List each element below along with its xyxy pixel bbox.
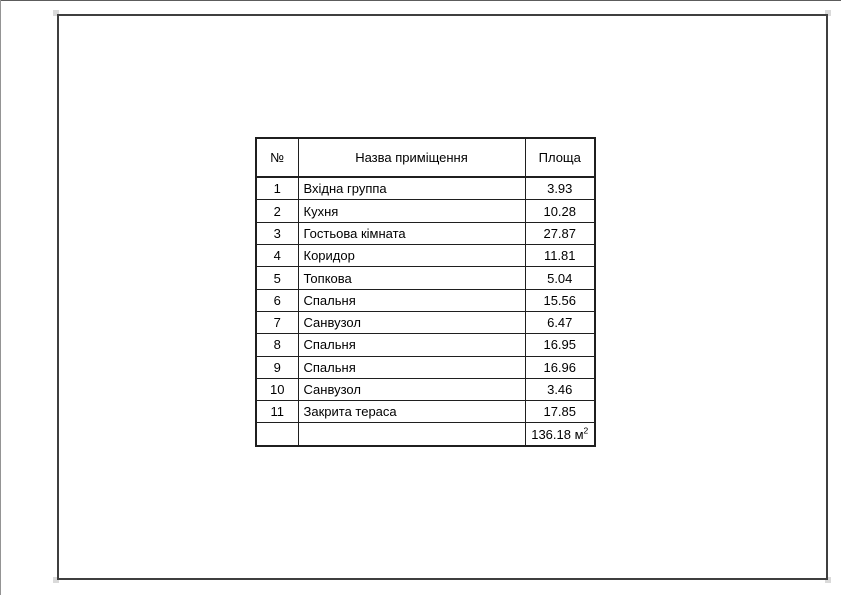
room-area-cell: 3.46 bbox=[525, 378, 595, 400]
total-row bbox=[256, 423, 595, 446]
top-edge-line bbox=[0, 0, 841, 1]
empty-cell bbox=[256, 423, 298, 446]
header-room-name: Назва приміщення bbox=[298, 138, 525, 177]
room-areas-table bbox=[255, 137, 596, 447]
room-name-cell: Спальня bbox=[298, 289, 525, 311]
total-area-value: 136.18 м bbox=[531, 426, 584, 442]
room-name-cell: Вхідна группа bbox=[298, 177, 525, 200]
table-row bbox=[256, 401, 595, 423]
room-name-cell: Гостьова кімната bbox=[298, 222, 525, 244]
room-area-cell: 11.81 bbox=[525, 245, 595, 267]
room-name-cell: Коридор bbox=[298, 245, 525, 267]
room-area-cell: 27.87 bbox=[525, 222, 595, 244]
header-area: Площа bbox=[525, 138, 595, 177]
room-area-cell: 16.95 bbox=[525, 334, 595, 356]
empty-cell bbox=[298, 423, 525, 446]
room-number-cell: 2 bbox=[256, 200, 298, 222]
room-area-cell: 6.47 bbox=[525, 311, 595, 333]
room-number-cell: 8 bbox=[256, 334, 298, 356]
room-name-cell: Закрита тераса bbox=[298, 401, 525, 423]
room-name-cell: Спальня bbox=[298, 334, 525, 356]
room-area-cell: 10.28 bbox=[525, 200, 595, 222]
room-area-cell: 3.93 bbox=[525, 177, 595, 200]
room-name-cell: Санвузол bbox=[298, 311, 525, 333]
left-edge-line bbox=[0, 0, 1, 595]
room-number-cell: 4 bbox=[256, 245, 298, 267]
table-row bbox=[256, 356, 595, 378]
room-number-cell: 5 bbox=[256, 267, 298, 289]
room-number-cell: 9 bbox=[256, 356, 298, 378]
table-row bbox=[256, 245, 595, 267]
table-row bbox=[256, 378, 595, 400]
room-number-cell: 1 bbox=[256, 177, 298, 200]
table-row bbox=[256, 200, 595, 222]
table-row bbox=[256, 267, 595, 289]
table-row bbox=[256, 177, 595, 200]
room-area-cell: 5.04 bbox=[525, 267, 595, 289]
total-area-cell bbox=[525, 423, 595, 446]
room-area-cell: 17.85 bbox=[525, 401, 595, 423]
room-number-cell: 7 bbox=[256, 311, 298, 333]
header-number: № bbox=[256, 138, 298, 177]
room-area-cell: 16.96 bbox=[525, 356, 595, 378]
room-number-cell: 6 bbox=[256, 289, 298, 311]
table-row bbox=[256, 222, 595, 244]
header-row bbox=[256, 138, 595, 177]
room-number-cell: 3 bbox=[256, 222, 298, 244]
total-area-superscript: 2 bbox=[583, 425, 589, 436]
room-name-cell: Кухня bbox=[298, 200, 525, 222]
room-area-cell: 15.56 bbox=[525, 289, 595, 311]
room-name-cell: Топкова bbox=[298, 267, 525, 289]
room-name-cell: Спальня bbox=[298, 356, 525, 378]
room-name-cell: Санвузол bbox=[298, 378, 525, 400]
room-number-cell: 10 bbox=[256, 378, 298, 400]
table-row bbox=[256, 289, 595, 311]
table-row bbox=[256, 334, 595, 356]
table-row bbox=[256, 311, 595, 333]
room-number-cell: 11 bbox=[256, 401, 298, 423]
